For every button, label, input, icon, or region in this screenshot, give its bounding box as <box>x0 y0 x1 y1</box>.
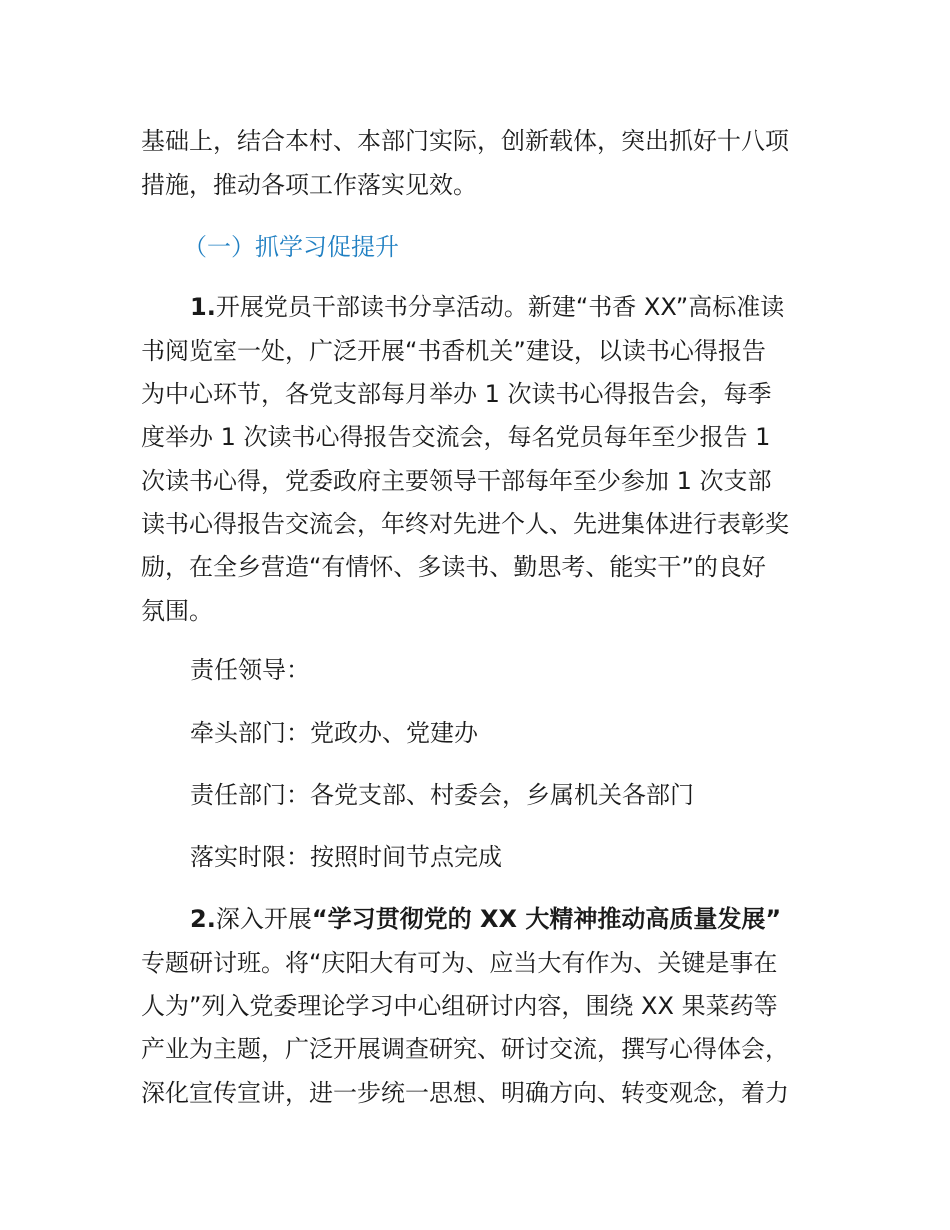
item-2-line: 专题研讨班。将“庆阳大有可为、应当大有作为、关键是事在 <box>141 949 778 977</box>
lead-department: 牵头部门：党政办、党建办 <box>190 719 478 747</box>
deadline: 落实时限：按照时间节点完成 <box>190 843 502 871</box>
item-2-line: 人为”列入党委理论学习中心组研讨内容，围绕 XX 果菜药等 <box>141 992 778 1020</box>
item-1-line: 读书心得报告交流会，年终对先进个人、先进集体进行表彰奖 <box>141 510 789 538</box>
item-2-number: 2. <box>190 905 216 933</box>
item-1-first-line <box>190 291 784 323</box>
item-1-line: 次读书心得，党委政府主要领导干部每年至少参加 1 次支部 <box>141 467 772 495</box>
item-2-line: 产业为主题，广泛开展调查研究、研讨交流，撰写心得体会， <box>141 1035 789 1063</box>
item-1-line: 励，在全乡营造“有情怀、多读书、勤思考、能实干”的良好 <box>141 553 766 581</box>
intro-line-1: 基础上，结合本村、本部门实际，创新载体，突出抓好十八项 <box>141 127 789 155</box>
item-1-title: 开展党员干部读书分享活动。新建“书香 XX”高标准读 <box>215 293 785 321</box>
item-1-line: 为中心环节，各党支部每月举办 1 次读书心得报告会，每季 <box>141 380 772 408</box>
responsible-leader: 责任领导： <box>190 656 310 684</box>
item-1-line: 书阅览室一处，广泛开展“书香机关”建设，以读书心得报告 <box>141 337 766 365</box>
responsible-departments: 责任部门：各党支部、村委会，乡属机关各部门 <box>190 781 694 809</box>
item-1-number: 1. <box>190 293 216 321</box>
item-2-first-line <box>190 903 781 935</box>
item-1-line: 度举办 1 次读书心得报告交流会，每名党员每年至少报告 1 <box>141 423 771 451</box>
section-heading: （一）抓学习促提升 <box>183 233 399 261</box>
item-2-line: 深化宣传宣讲，进一步统一思想、明确方向、转变观念，着力 <box>141 1079 789 1107</box>
intro-line-2: 措施，推动各项工作落实见效。 <box>141 171 477 199</box>
item-2-intro: 深入开展 <box>215 905 312 933</box>
item-1-line: 氛围。 <box>141 597 213 625</box>
item-2-title: “学习贯彻党的 XX 大精神推动高质量发展” <box>311 905 782 933</box>
